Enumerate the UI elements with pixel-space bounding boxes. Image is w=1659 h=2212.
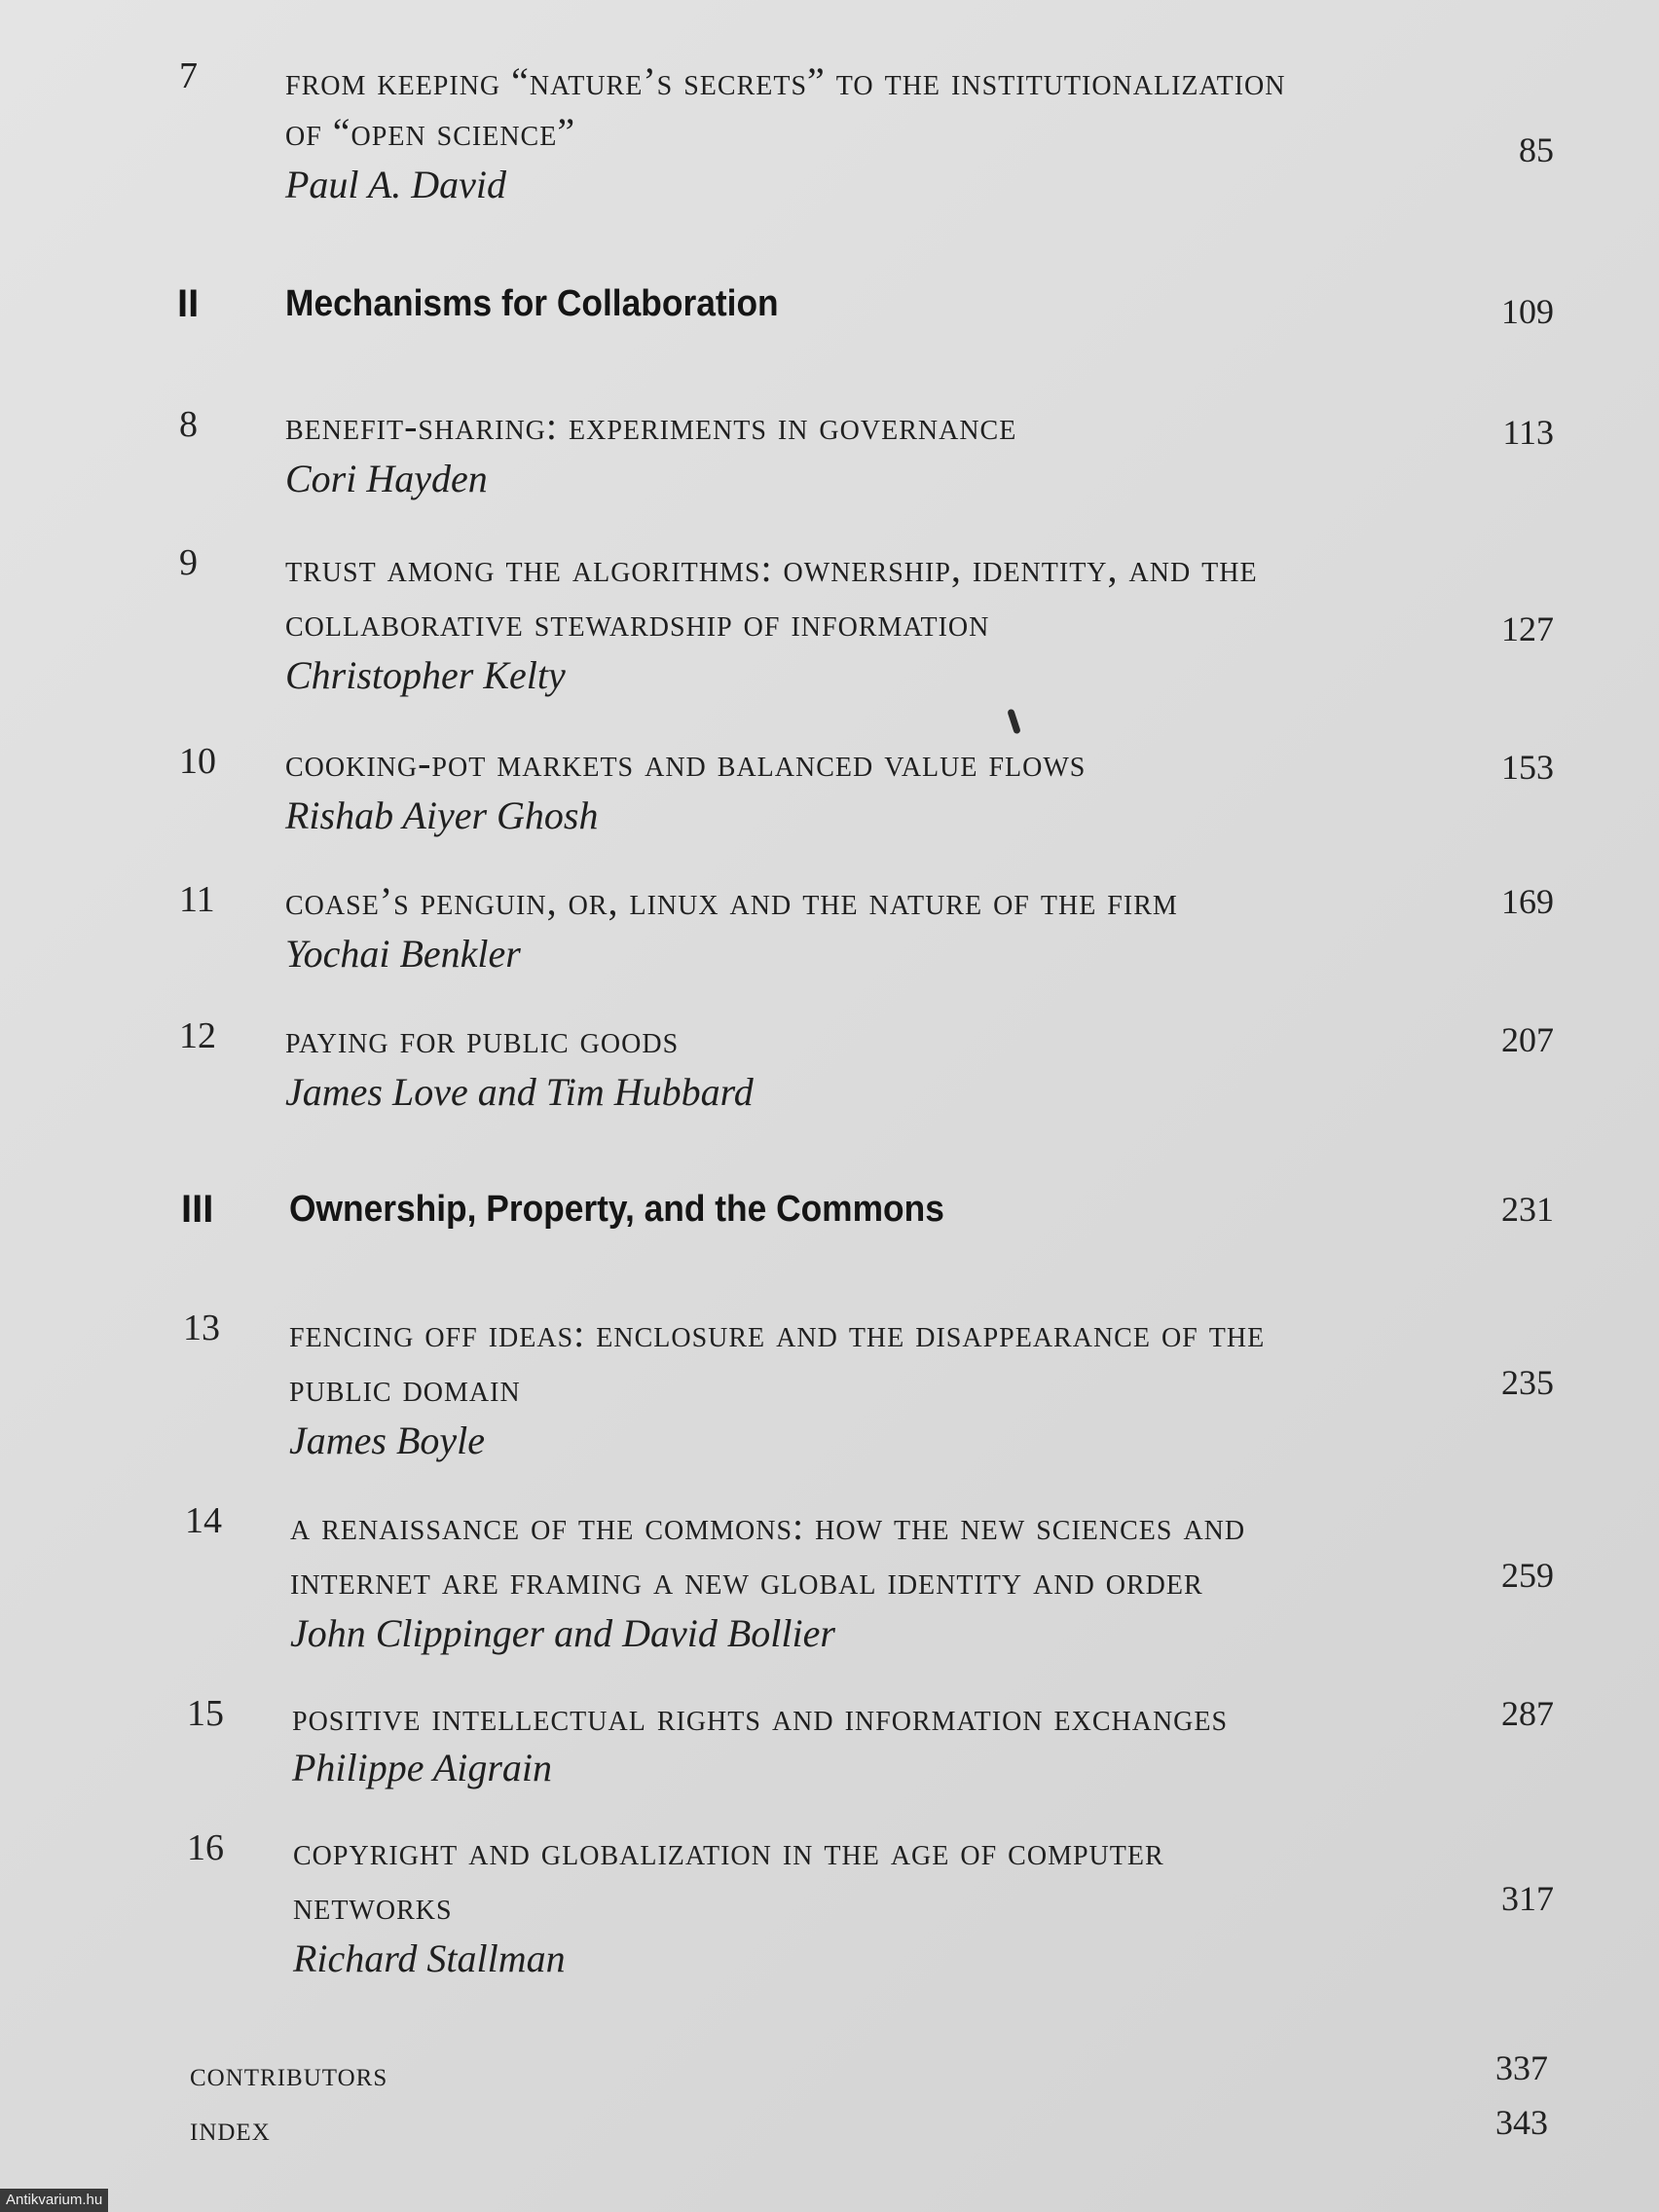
chapter-title-line: copyright and globalization in the age of computer [293, 1829, 1164, 1873]
chapter-author: Yochai Benkler [285, 932, 521, 976]
chapter-page-number: 127 [1501, 609, 1554, 648]
part-number: III [181, 1188, 214, 1231]
part-title: Mechanisms for Collaboration [285, 283, 779, 324]
part-page-number: 231 [1501, 1190, 1554, 1229]
chapter-title-line: from keeping “nature’s secrets” to the institutionalization [285, 59, 1286, 103]
chapter-title-line: collaborative stewardship of information [285, 601, 990, 645]
back-matter-label: contributors [190, 2054, 388, 2093]
back-matter-page-number: 337 [1495, 2048, 1548, 2087]
chapter-author: Cori Hayden [285, 457, 488, 500]
chapter-author: Paul A. David [285, 163, 507, 206]
chapter-author: Richard Stallman [293, 1936, 566, 1980]
chapter-author: Christopher Kelty [285, 653, 566, 697]
chapter-page-number: 169 [1501, 882, 1554, 921]
part-page-number: 109 [1501, 292, 1554, 331]
chapter-number: 15 [187, 1693, 224, 1734]
chapter-author: Philippe Aigrain [292, 1746, 553, 1789]
chapter-page-number: 287 [1501, 1694, 1554, 1733]
chapter-author: James Love and Tim Hubbard [285, 1070, 754, 1114]
ink-mark [1007, 709, 1021, 735]
chapter-number: 12 [179, 1015, 216, 1056]
chapter-number: 7 [179, 55, 198, 96]
chapter-title-line: positive intellectual rights and information exchanges [292, 1695, 1229, 1739]
chapter-title-line: paying for public goods [285, 1017, 680, 1061]
chapter-number: 8 [179, 404, 198, 445]
chapter-page-number: 259 [1501, 1556, 1554, 1595]
chapter-title-line: cooking-pot markets and balanced value flows [285, 741, 1087, 785]
chapter-page-number: 113 [1502, 413, 1554, 452]
chapter-page-number: 317 [1501, 1879, 1554, 1918]
chapter-title-line: public domain [289, 1366, 521, 1410]
chapter-number: 16 [187, 1827, 224, 1868]
back-matter-page-number: 343 [1495, 2103, 1548, 2142]
part-number: II [177, 282, 200, 325]
chapter-author: John Clippinger and David Bollier [290, 1611, 835, 1655]
chapter-title-line: of “open science” [285, 110, 576, 154]
chapter-number: 13 [183, 1308, 220, 1348]
chapter-title-line: networks [293, 1884, 453, 1928]
part-title: Ownership, Property, and the Commons [289, 1189, 944, 1230]
chapter-title-line: a renaissance of the commons: how the new sciences and [290, 1504, 1246, 1548]
chapter-number: 9 [179, 542, 198, 583]
chapter-number: 14 [185, 1500, 222, 1541]
chapter-page-number: 207 [1501, 1020, 1554, 1059]
watermark: Antikvarium.hu [0, 2189, 108, 2212]
chapter-author: James Boyle [289, 1419, 486, 1462]
chapter-title-line: coase’s penguin, or, linux and the nature of the firm [285, 879, 1178, 923]
chapter-number: 11 [179, 879, 215, 920]
chapter-title-line: fencing off ideas: enclosure and the disappearance of the [289, 1311, 1266, 1355]
chapter-title-line: trust among the algorithms: ownership, identity, and the [285, 546, 1258, 590]
chapter-page-number: 153 [1501, 748, 1554, 787]
chapter-number: 10 [179, 741, 216, 782]
chapter-author: Rishab Aiyer Ghosh [285, 793, 599, 837]
chapter-title-line: internet are framing a new global identity and order [290, 1559, 1203, 1603]
chapter-page-number: 235 [1501, 1363, 1554, 1402]
chapter-page-number: 85 [1519, 130, 1554, 169]
back-matter-label: index [190, 2109, 271, 2148]
chapter-title-line: benefit-sharing: experiments in governance [285, 404, 1017, 448]
